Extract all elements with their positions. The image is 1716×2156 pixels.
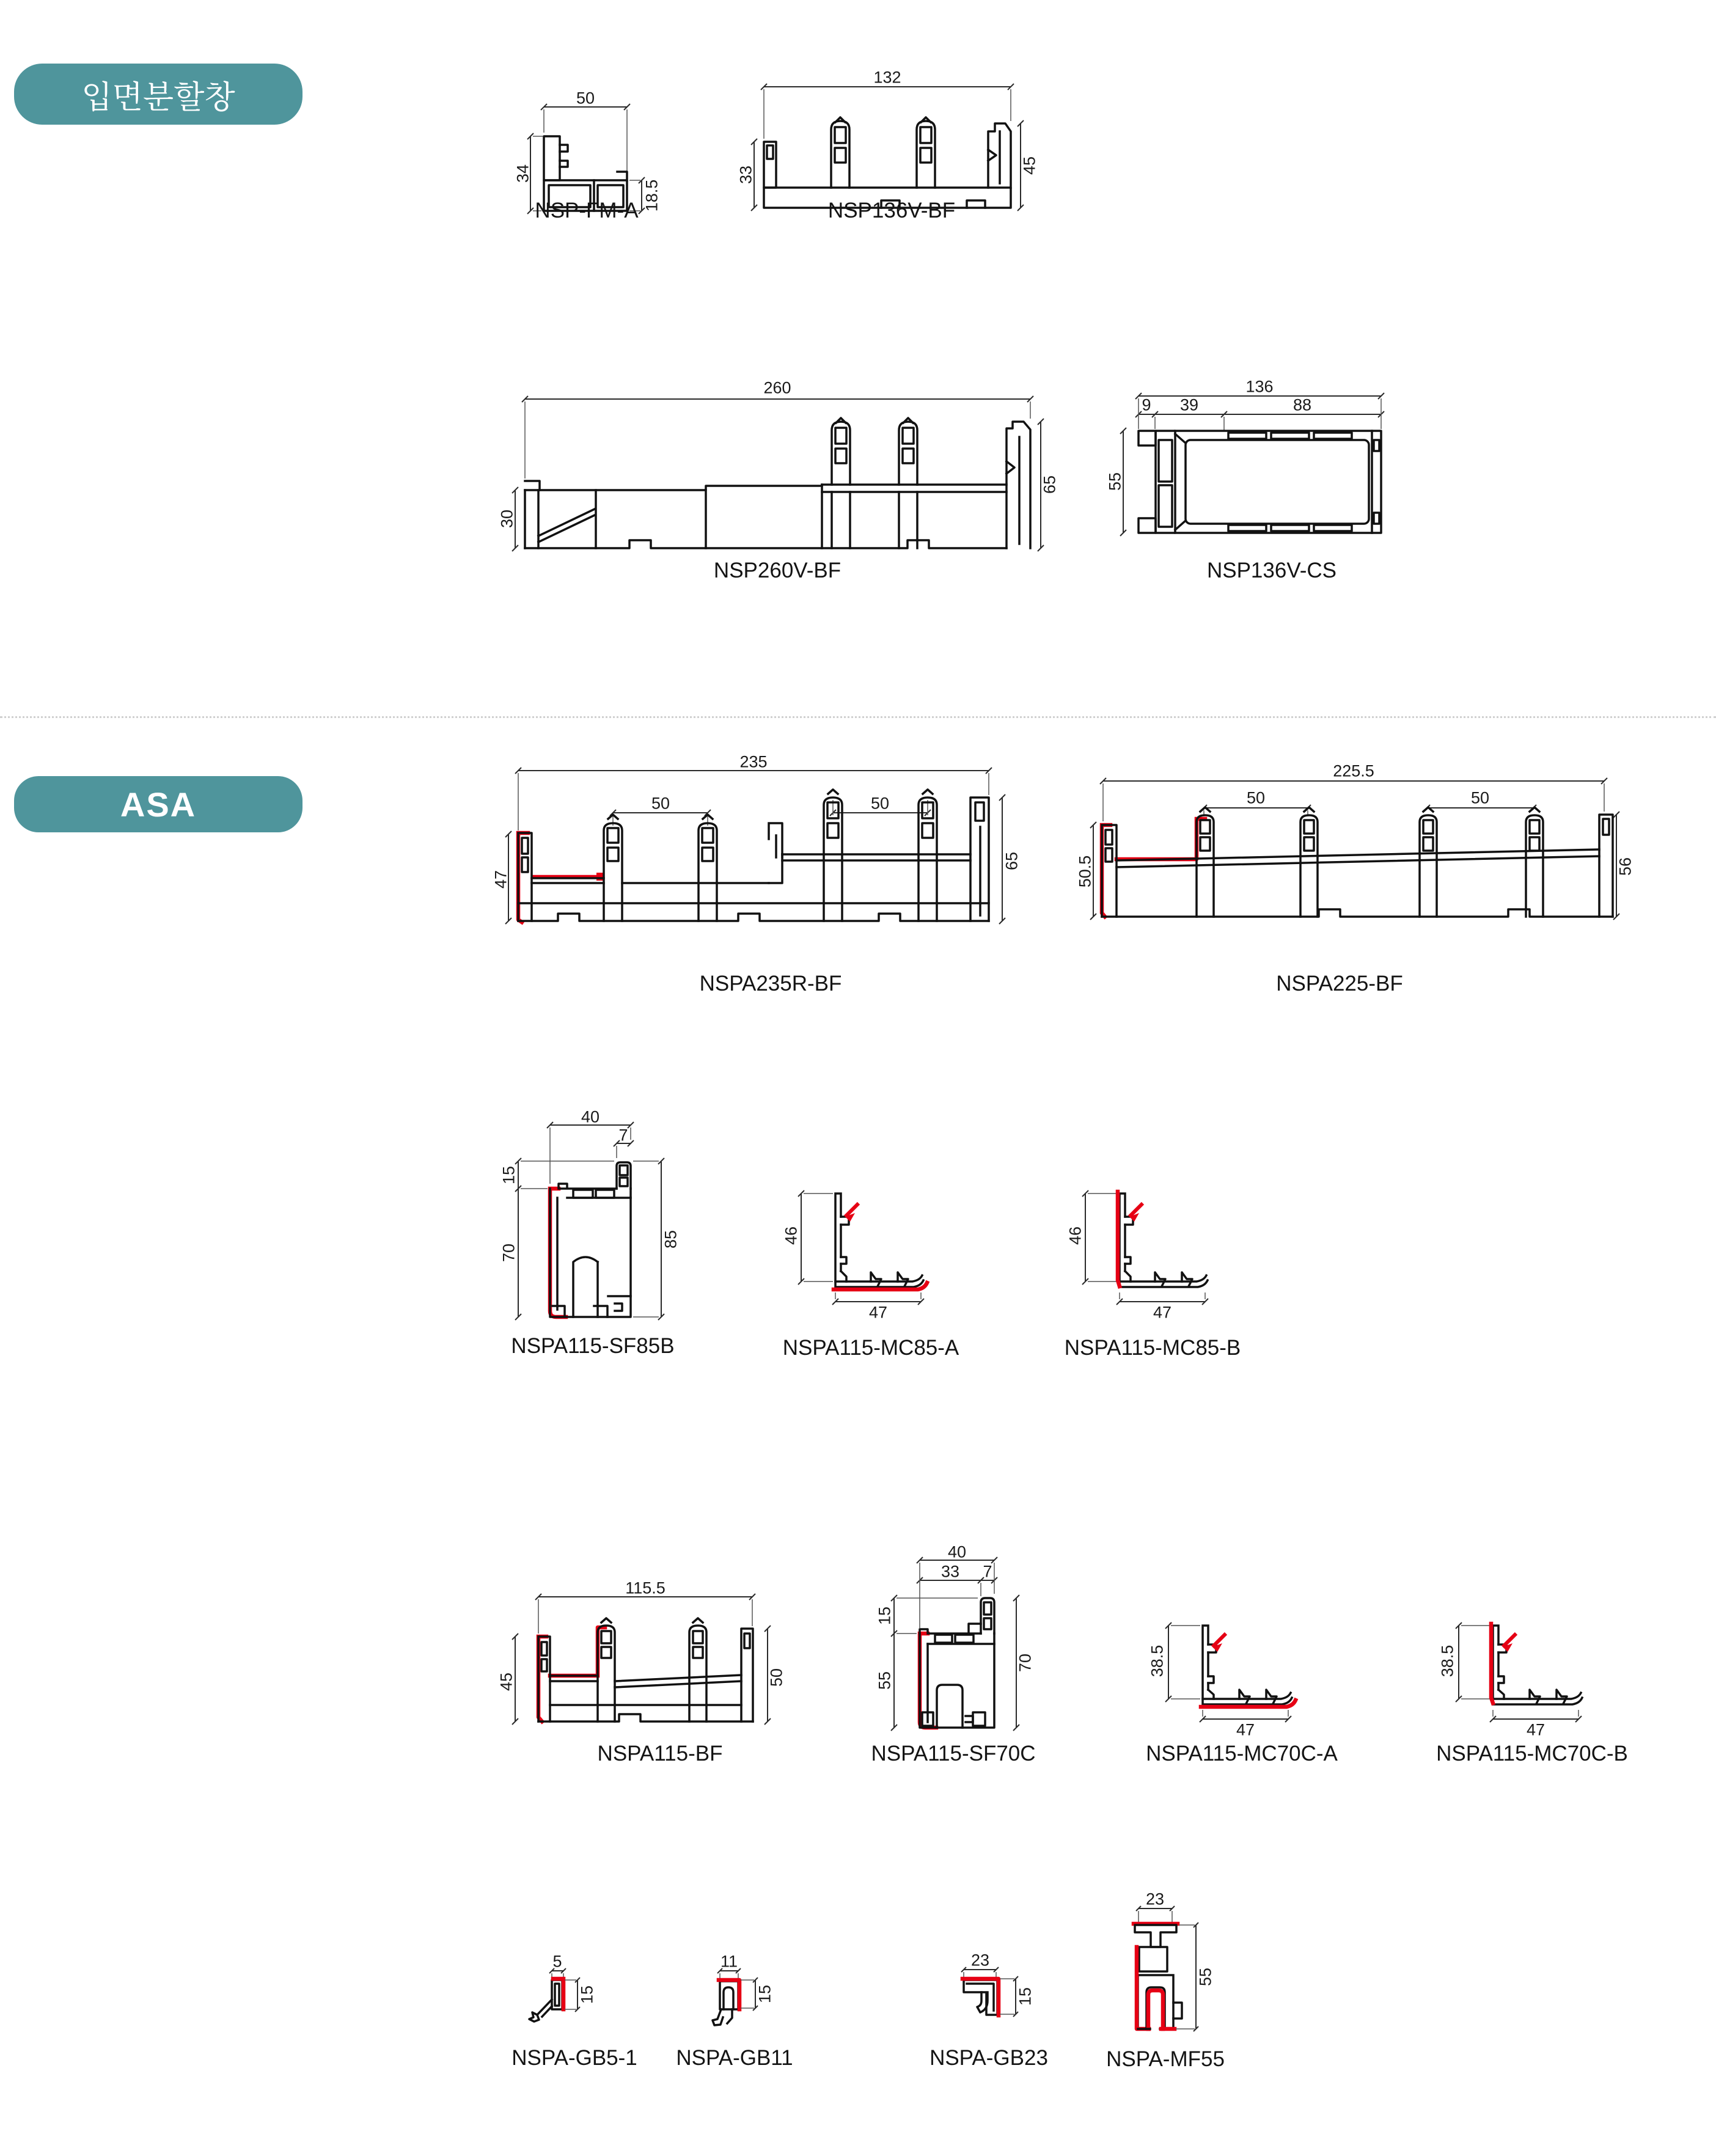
profile-drawing <box>504 376 1057 581</box>
profile-drawing <box>1112 377 1418 576</box>
section-badge-asa <box>14 776 302 832</box>
profile-name: NSP-FM-A <box>535 199 639 222</box>
profile-name: NSPA-MF55 <box>1106 2047 1225 2071</box>
profile-name: NSPA235R-BF <box>699 972 842 996</box>
profile-figure-nspa115-mc85-a <box>767 1189 975 1363</box>
section-badge-label: 입면분할창 <box>81 79 235 116</box>
section-badge-elevation <box>14 64 302 125</box>
profile-name: NSP136V-CS <box>1206 559 1337 582</box>
dim-label: 47 <box>491 870 510 889</box>
dim-label: 15 <box>755 1984 774 2004</box>
dim-label: 225.5 <box>1333 761 1374 780</box>
dim-label: 5 <box>552 1952 562 1971</box>
dim-label: 260 <box>763 378 791 397</box>
profile-drawing <box>1084 763 1627 1004</box>
profile-drawing <box>500 760 1025 1004</box>
dim-label: 15 <box>1016 1987 1035 2006</box>
dim-label: 45 <box>1020 156 1039 175</box>
dim-label: 50.5 <box>1076 855 1094 888</box>
profile-figure-nsp136v-bf <box>736 68 1040 227</box>
profile-figure-nspa115-sf70c <box>856 1542 1057 1771</box>
section-divider <box>0 716 1716 718</box>
profile-figure-nspa-mf55 <box>1100 1890 1283 2079</box>
profile-name: NSPA115-BF <box>597 1742 723 1766</box>
dim-label: 33 <box>941 1562 960 1581</box>
dim-label: 55 <box>1196 1967 1215 1987</box>
dim-label: 33 <box>736 165 755 185</box>
dim-label: 11 <box>720 1952 738 1971</box>
profile-name: NSPA-GB5-1 <box>512 2046 637 2070</box>
dim-label: 39 <box>1179 395 1199 414</box>
dim-label: 30 <box>497 509 516 529</box>
dim-label: 50 <box>576 89 595 108</box>
dim-label: 34 <box>513 164 532 183</box>
profile-name: NSPA115-MC85-A <box>782 1336 959 1360</box>
section-badge-label: ASA <box>120 785 197 824</box>
profile-name: NSPA-GB23 <box>930 2046 1048 2070</box>
profile-name: NSPA115-MC85-B <box>1064 1336 1241 1360</box>
dim-label: 65 <box>1040 475 1059 494</box>
dim-label: 88 <box>1292 395 1312 414</box>
profile-figure-nspa115-mc85-b <box>1051 1189 1259 1363</box>
dim-label: 46 <box>1066 1226 1085 1245</box>
dim-label: 40 <box>947 1542 967 1561</box>
dim-label: 40 <box>581 1107 600 1126</box>
profile-figure-nspa235r-bf <box>491 752 1025 1004</box>
dim-label: 50 <box>767 1668 786 1687</box>
dim-label: 23 <box>1145 1890 1165 1909</box>
dim-label: 50 <box>870 794 890 813</box>
dim-label: 15 <box>875 1606 894 1626</box>
profile-figure-nspa-gb11 <box>660 1943 801 2075</box>
dim-label: 65 <box>1002 851 1021 871</box>
dim-label: 15 <box>578 1985 596 2004</box>
profile-name: NSP260V-BF <box>713 559 842 582</box>
profile-figure-nsp-fm-a <box>513 89 664 232</box>
profile-figure-nspa-gb5-1 <box>507 1943 642 2075</box>
dim-label: 7 <box>618 1126 628 1145</box>
dim-label: 50 <box>651 794 670 813</box>
profile-figure-nspa115-bf <box>494 1579 793 1769</box>
profile-name: NSPA115-MC70C-A <box>1146 1742 1338 1766</box>
dim-label: 55 <box>1106 472 1124 491</box>
profile-name: NSPA115-MC70C-B <box>1436 1742 1628 1766</box>
dim-label: 47 <box>1236 1720 1255 1739</box>
dim-label: 50 <box>1470 788 1490 807</box>
profile-name: NSPA225-BF <box>1276 972 1403 996</box>
dim-label: 115.5 <box>625 1579 666 1597</box>
dim-label: 18.5 <box>642 179 661 212</box>
dim-label: 47 <box>1153 1303 1172 1322</box>
dim-label: 70 <box>1016 1653 1035 1673</box>
profile-figure-nspa115-sf85b <box>499 1107 697 1360</box>
profile-name: NSP136V-BF <box>827 199 956 222</box>
profile-figure-nspa225-bf <box>1076 761 1635 1004</box>
dim-label: 9 <box>1142 395 1151 414</box>
dim-label: 50 <box>1246 788 1266 807</box>
dim-label: 136 <box>1245 377 1274 396</box>
profile-figure-nsp136v-cs <box>1106 377 1418 582</box>
profile-name: NSPA-GB11 <box>676 2046 793 2070</box>
profile-figure-nspa115-mc70c-b <box>1428 1623 1636 1781</box>
dim-label: 235 <box>739 752 768 771</box>
dim-label: 15 <box>499 1165 518 1185</box>
dim-label: 7 <box>983 1562 992 1581</box>
profile-name: NSPA115-SF85B <box>511 1334 675 1358</box>
dim-label: 132 <box>873 68 901 87</box>
profile-figure-nsp260v-bf <box>497 376 1059 582</box>
dim-label: 56 <box>1616 857 1635 876</box>
dim-label: 38.5 <box>1148 1645 1167 1678</box>
dim-label: 46 <box>782 1226 801 1245</box>
dim-label: 47 <box>1526 1720 1546 1739</box>
profile-figure-nspa115-mc70c-a <box>1138 1623 1346 1781</box>
dim-label: 45 <box>497 1672 516 1692</box>
profile-name: NSPA115-SF70C <box>871 1742 1036 1766</box>
dim-label: 85 <box>661 1230 680 1249</box>
dim-label: 70 <box>499 1243 518 1263</box>
dim-label: 47 <box>868 1303 888 1322</box>
profile-figure-nspa-gb23 <box>929 1943 1076 2075</box>
dim-label: 23 <box>970 1951 990 1970</box>
dim-label: 38.5 <box>1438 1645 1457 1678</box>
dim-label: 55 <box>875 1671 894 1690</box>
